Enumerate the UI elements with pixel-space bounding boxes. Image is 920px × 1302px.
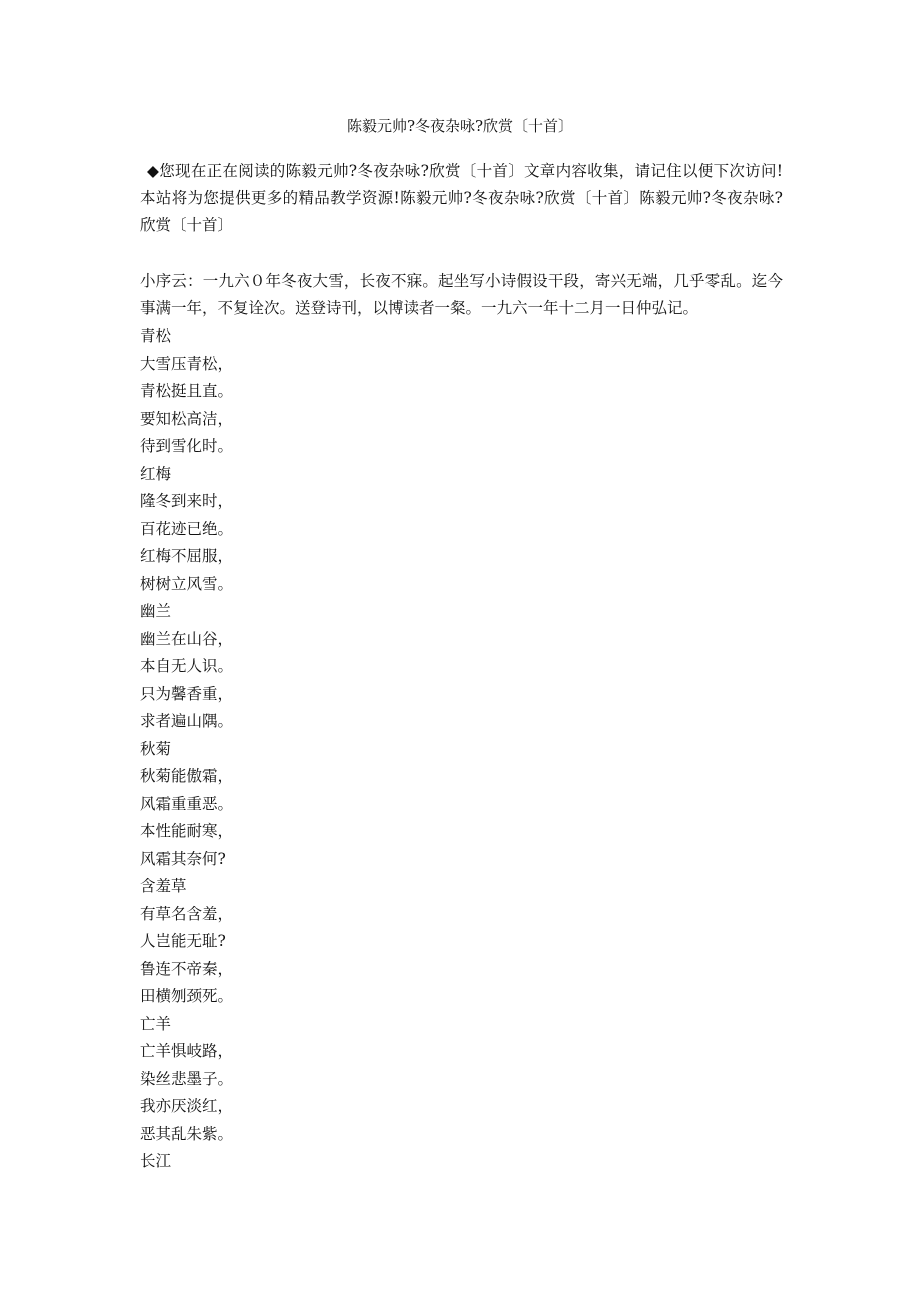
poem-heading: 红梅 <box>140 464 172 483</box>
poem-heading: 长江 <box>140 1152 172 1170</box>
poem-heading: 秋菊 <box>140 739 172 758</box>
poem-heading: 青松 <box>140 327 172 345</box>
poem-line: 只为馨香重， <box>140 684 234 703</box>
poem-line: 要知松高洁， <box>140 409 234 428</box>
poem-line: 风霜其奈何? <box>140 849 226 868</box>
poem-line: 百花迹已绝。 <box>140 519 234 538</box>
reading-notice: ◆您现在正在阅读的陈毅元帅?冬夜杂咏?欣赏〔十首〕文章内容收集，请记住以便下次访问!本站将为您提供更多的精品教学资源!陈毅元帅?冬夜杂咏?欣赏〔十首〕陈毅元帅?冬夜杂咏?欣赏〔十首〕 <box>140 162 783 234</box>
poem-line: 秋菊能傲霜， <box>140 767 234 785</box>
preface-paragraph: 小序云：一九六０年冬夜大雪，长夜不寐。起坐写小诗假设干段，寄兴无端，几乎零乱。迄今事满一年，不复诠次。送登诗刊，以博读者一粲。一九六一年十二月一日仲弘记。 <box>140 272 783 317</box>
poem-line: 本自无人识。 <box>140 657 234 675</box>
poem-line: 本性能耐寒， <box>140 822 234 840</box>
poem-line: 有草名含羞， <box>140 904 234 923</box>
poem-line: 染丝悲墨子。 <box>140 1069 234 1088</box>
poem-line: 亡羊惧岐路， <box>140 1042 234 1060</box>
document-title: 陈毅元帅?冬夜杂咏?欣赏〔十首〕 <box>346 117 574 135</box>
poem-line: 求者遍山隅。 <box>140 712 234 730</box>
poem-heading: 亡羊 <box>140 1014 172 1033</box>
poem-line: 恶其乱朱紫。 <box>140 1124 234 1143</box>
poem-line: 红梅不屈服， <box>140 547 234 565</box>
poem-line: 大雪压青松， <box>140 354 234 373</box>
poem-line: 幽兰在山谷， <box>140 629 234 648</box>
poem-lines <box>140 323 540 1176</box>
poem-heading: 含羞草 <box>140 877 187 895</box>
poem-heading: 幽兰 <box>140 602 172 620</box>
poem-line: 鲁连不帝秦， <box>140 959 234 978</box>
poem-line: 树树立风雪。 <box>140 574 234 593</box>
poem-line: 待到雪化时。 <box>140 437 234 455</box>
poem-line: 我亦厌淡红， <box>140 1097 234 1115</box>
poem-line: 人岂能无耻? <box>140 932 226 950</box>
poem-line: 青松挺且直。 <box>140 382 234 400</box>
poem-line: 风霜重重恶。 <box>140 794 234 813</box>
poem-line: 田横刎颈死。 <box>140 987 234 1005</box>
poem-line: 隆冬到来时， <box>140 492 234 510</box>
